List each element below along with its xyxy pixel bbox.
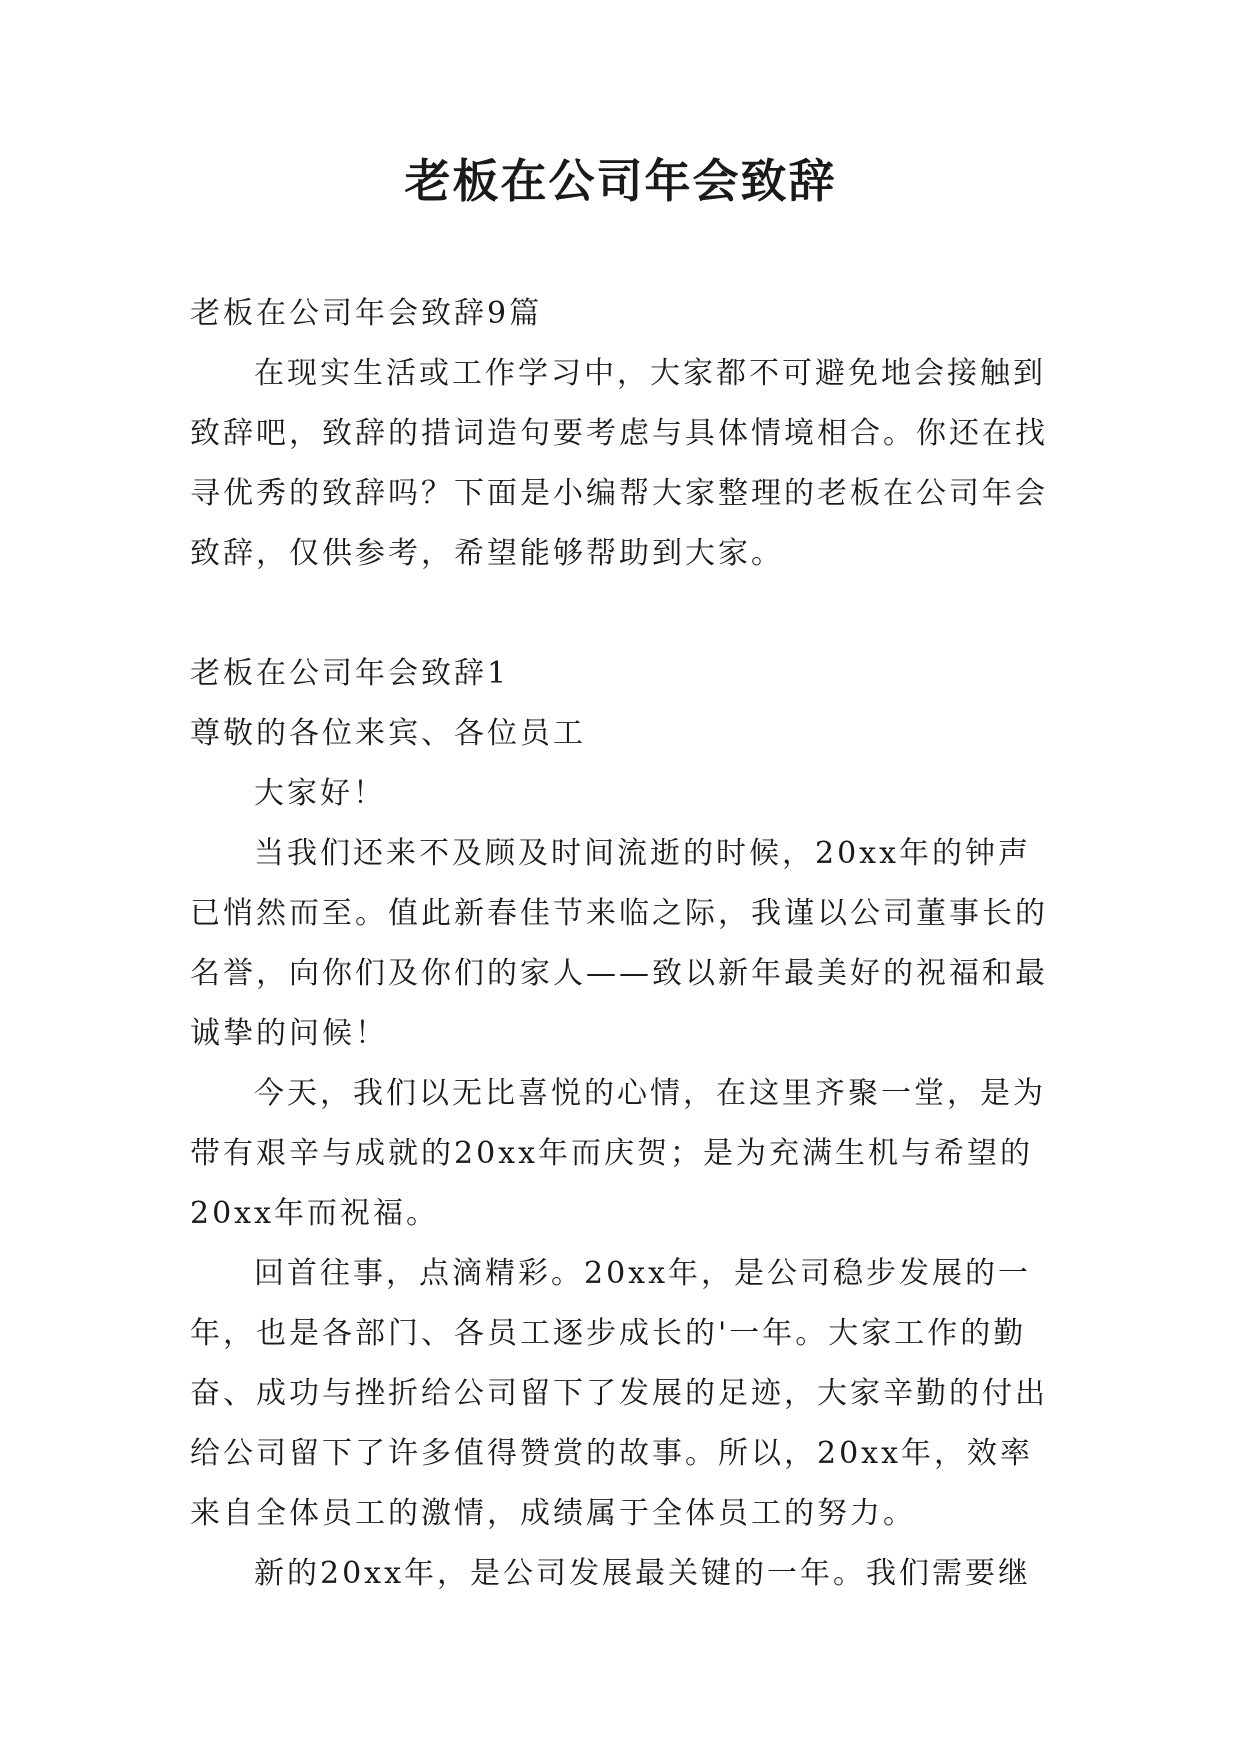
- subtitle: 老板在公司年会致辞9篇: [190, 296, 543, 331]
- document-title: 老板在公司年会致辞: [404, 154, 837, 208]
- greeting: 大家好！: [254, 776, 386, 811]
- body-paragraph: 当我们还来不及顾及时间流逝的时候，20xx年的钟声已悄然而至。值此新春佳节来临之际，我谨以公司董事长的名誉，向你们及你们的家人——致以新年最美好的祝福和最诚挚的问候！: [190, 836, 1048, 1051]
- body-paragraph: 回首往事，点滴精彩。20xx年，是公司稳步发展的一年，也是各部门、各员工逐步成长的'一年。大家工作的勤奋、成功与挫折给公司留下了发展的足迹，大家辛勤的付出给公司留下了许多值得赞赏的故事。所以，20xx年，效率来自全体员工的激情，成绩属于全体员工的努力。: [190, 1256, 1048, 1531]
- document-body: [190, 284, 1052, 1604]
- section-heading: 老板在公司年会致辞1: [190, 656, 510, 691]
- body-paragraph: 新的20xx年，是公司发展最关键的一年。我们需要继: [254, 1556, 1032, 1591]
- intro-paragraph: 在现实生活或工作学习中，大家都不可避免地会接触到致辞吧，致辞的措词造句要考虑与具体情境相合。你还在找寻优秀的致辞吗？下面是小编帮大家整理的老板在公司年会致辞，仅供参考，希望能够帮助到大家。: [190, 356, 1048, 571]
- salutation: 尊敬的各位来宾、各位员工: [190, 716, 586, 751]
- body-paragraph: 今天，我们以无比喜悦的心情，在这里齐聚一堂，是为带有艰辛与成就的20xx年而庆贺；是为充满生机与希望的20xx年而祝福。: [190, 1076, 1046, 1231]
- paragraph-spacer: [190, 584, 1052, 644]
